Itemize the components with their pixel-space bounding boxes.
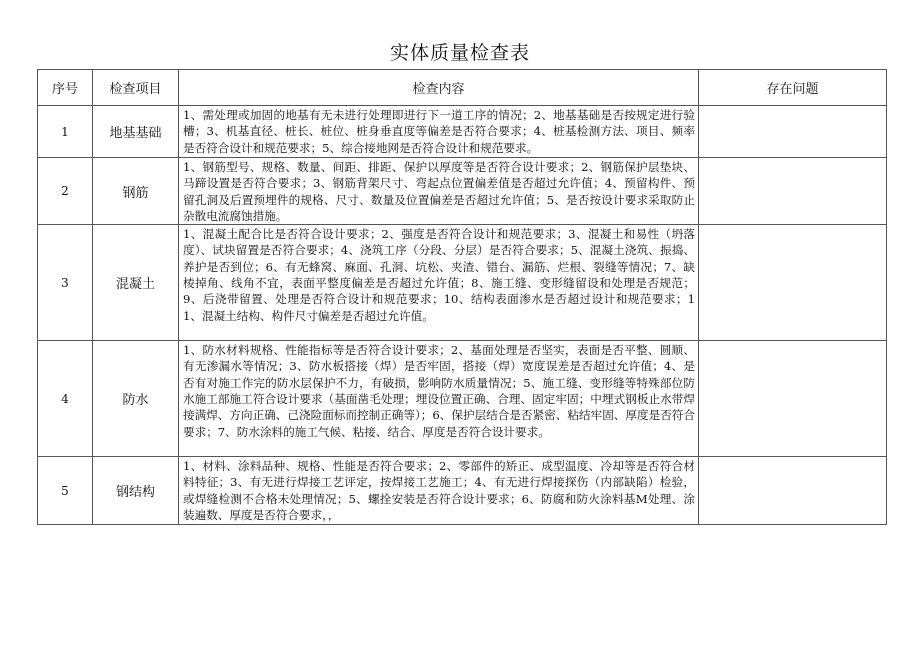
- table-header-row: [38, 70, 887, 106]
- row-issue[interactable]: [699, 158, 887, 225]
- row-content: 1、钢筋型号、规格、数量、间距、排距、保护以厚度等是否符合设计要求；2、钢筋保护层垫块、马蹄设置是否符合要求；3、钢筋背架尺寸、弯起点位置偏差值是否超过允许值；4、预留构件、预留孔洞及后置预埋件的规格、尺寸、数量及位置偏差是否超过允许值；5、是否按设计要求采取防止杂散电流腐蚀措施。: [179, 158, 699, 225]
- header-content: 检查内容: [179, 70, 699, 106]
- row-item: 钢结构: [93, 457, 179, 525]
- row-no: 4: [38, 341, 93, 457]
- row-content: 1、混凝土配合比是否符合设计要求；2、强度是否符合设计和规范要求；3、混凝土和易性（坍落度）、试块留置是否符合要求；4、浇筑工序（分段、分层）是否符合要求；5、混凝土浇筑、振捣、养护是否到位；6、有无蜂窝、麻面、孔洞、坑松、夹渣、错台、漏筋、烂根、裂缝等情况；7、缺棱掉角、线角不宜，表面平整度偏差是否超过允许值；8、施工缝、变形缝留设和处理是否规范；9、后浇带留置、处理是否符合设计和规范要求；10、结构表面渗水是否超过设计和规范要求；11、混凝土结构、构件尺寸偏差是否超过允许值。: [179, 225, 699, 341]
- row-no: 5: [38, 457, 93, 525]
- header-issue: 存在问题: [699, 70, 887, 106]
- row-content: 1、防水材料规格、性能指标等是否符合设计要求；2、基面处理是否坚实，表面是否平整、圆顺、有无渗漏水等情况；3、防水板搭接（焊）是否牢固，搭接（焊）宽度误差是否超过允许值；4、是否有对施工作完的防水层保护不力，有破损，影响防水质量情况；5、施工缝、变形缝等特殊部位防水施工部施工符合设计要求（基面凿毛处理；埋设位置正确、合理、固定牢固；中埋式钢板止水带焊接满焊、方向正确、己浇险面标而控制正确等）；6、保护层结合是否紧密、粘结牢固、厚度是否符合要求；7、防水涂料的施工气候、粘接、结合、厚度是否符合设计要求。: [179, 341, 699, 457]
- row-item: 地基基础: [93, 106, 179, 158]
- header-item: 检查项目: [93, 70, 179, 106]
- row-no: 2: [38, 158, 93, 225]
- table-row: [38, 457, 887, 525]
- inspection-table: [37, 69, 887, 525]
- row-item: 钢筋: [93, 158, 179, 225]
- table-row: [38, 158, 887, 225]
- row-content: 1、需处理或加固的地基有无未进行处理即进行下一道工序的情况；2、地基基础是否按规定进行验槽；3、机基直径、桩长、桩位、桩身垂直度等偏差是否符合要求；4、桩基检测方法、项目、频率是否符合设计和规范要求；5、综合接地网是否符合设计和规范要求。: [179, 106, 699, 158]
- table-row: [38, 106, 887, 158]
- row-item: 防水: [93, 341, 179, 457]
- table-row: [38, 225, 887, 341]
- row-issue[interactable]: [699, 106, 887, 158]
- row-item: 混凝土: [93, 225, 179, 341]
- row-issue[interactable]: [699, 225, 887, 341]
- row-no: 1: [38, 106, 93, 158]
- row-no: 3: [38, 225, 93, 341]
- row-issue[interactable]: [699, 341, 887, 457]
- row-content: 1、材料、涂料品种、规格、性能是否符合要求；2、零部件的矫正、成型温度、冷却等是否符合材料特征；3、有无进行焊接工艺评定，按焊接工艺施工；4、有无进行焊接探伤（内部缺陷）检验，或焊缝检测不合格未处理情况；5、螺拴安装是否符合设计要求；6、防腐和防火涂料基M处理、涂装遍数、厚度是否符合要求，，: [179, 457, 699, 525]
- header-no: 序号: [38, 70, 93, 106]
- page-title: 实体质量检查表: [389, 42, 530, 64]
- row-issue[interactable]: [699, 457, 887, 525]
- table-row: [38, 341, 887, 457]
